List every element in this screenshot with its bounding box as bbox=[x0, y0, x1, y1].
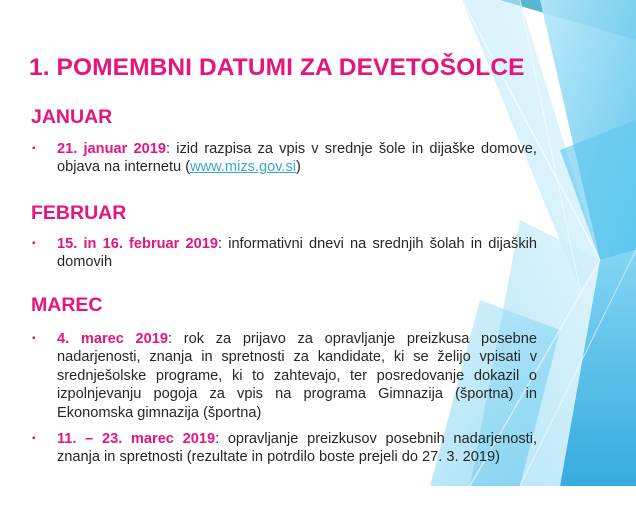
item-colon: : bbox=[217, 236, 223, 252]
item-date: 4. marec 2019 bbox=[57, 331, 169, 347]
mizs-website-link[interactable]: www.mizs.gov.si bbox=[190, 159, 297, 176]
section-heading-february: FEBRUAR bbox=[31, 202, 127, 224]
slide-title: 1. POMEMBNI DATUMI ZA DEVETOŠOLCE bbox=[29, 54, 525, 81]
bullet-icon: ▪ bbox=[32, 333, 36, 344]
bullet-icon: ▪ bbox=[32, 433, 36, 444]
item-date: 21. januar 2019 bbox=[57, 141, 166, 157]
item-colon: : bbox=[168, 331, 173, 347]
section-heading-march: MAREC bbox=[31, 294, 103, 316]
bullet-icon: ▪ bbox=[32, 143, 36, 154]
item-text: opravljanje preizkusov posebnih nadarjenosti, znanja in spretnosti (rezultate in potrdilo boste prejeli do 27. 3. 2019) bbox=[57, 431, 537, 466]
item-text: izid razpisa za vpis v srednje šole in dijaške domove, objava na internetu ( bbox=[57, 141, 537, 176]
item-text-after: ) bbox=[296, 159, 301, 176]
item-date: 11. – 23. marec 2019 bbox=[57, 431, 216, 447]
list-item bbox=[32, 140, 537, 177]
list-item bbox=[32, 235, 537, 272]
item-colon: : bbox=[165, 141, 171, 157]
item-colon: : bbox=[215, 431, 220, 447]
list-item bbox=[32, 430, 537, 467]
item-text: informativni dnevi na srednjih šolah in dijaških domovih bbox=[57, 236, 537, 271]
list-item bbox=[32, 330, 537, 422]
item-date: 15. in 16. februar 2019 bbox=[57, 236, 218, 252]
bottom-blank-area bbox=[0, 486, 636, 523]
item-text: rok za prijavo za opravljanje preizkusa posebne nadarjenosti, znanja in spretnosti za kandidate, ki se želijo vpisati v srednješolske programe, ki to zahtevajo, ter posredovanje dokazil o izpolnjevanju pogoja za vpis na programa Gimnazija (športna) in Ekonomska gimnazija (športna) bbox=[57, 331, 537, 421]
bullet-icon: ▪ bbox=[32, 238, 36, 249]
section-heading-january: JANUAR bbox=[31, 106, 113, 128]
